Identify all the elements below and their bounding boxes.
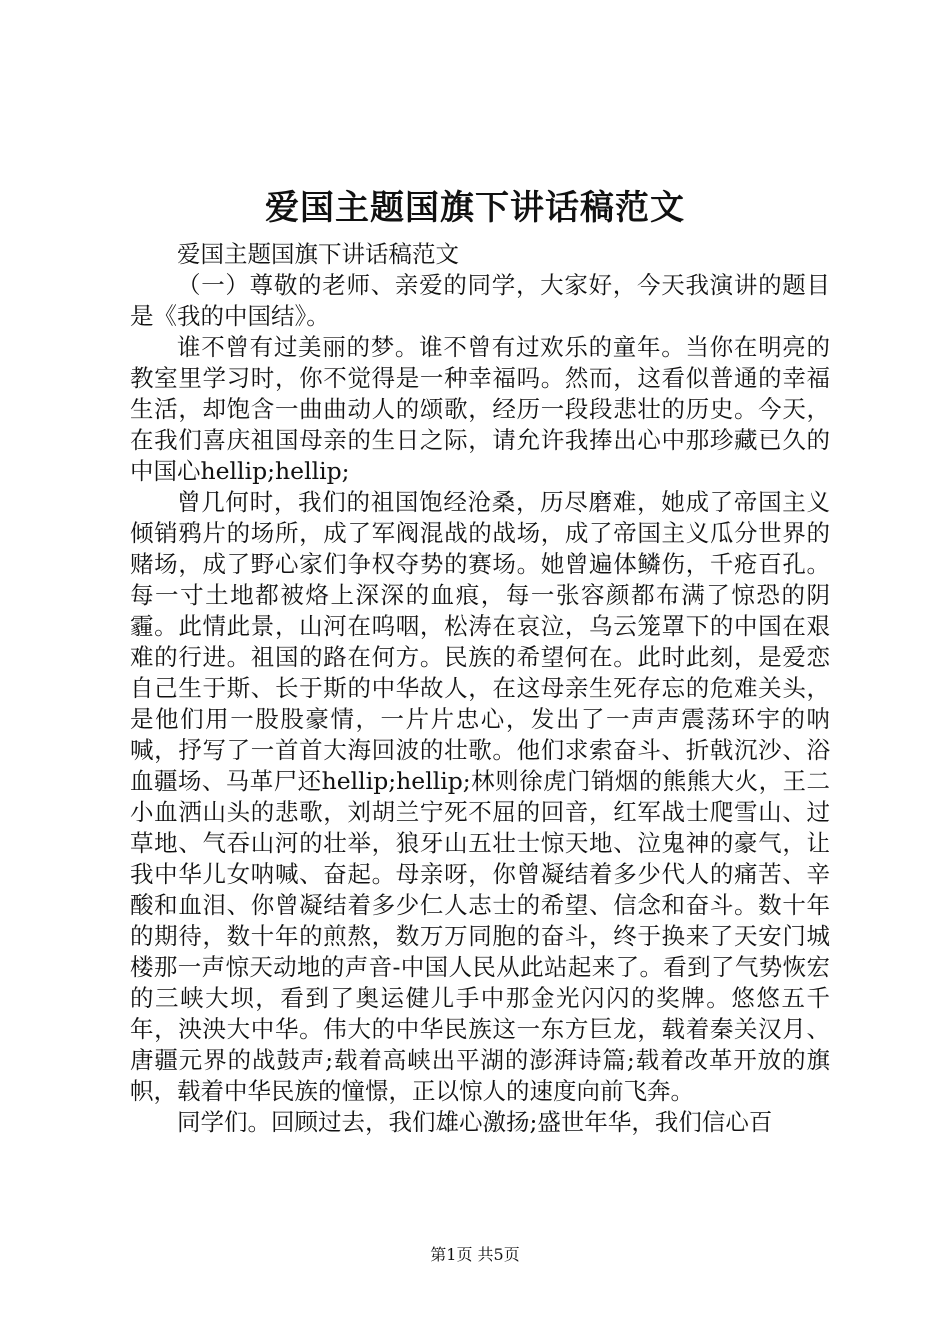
- paragraph-intro: （一）尊敬的老师、亲爱的同学，大家好，今天我演讲的题目是《我的中国结》。: [130, 271, 830, 330]
- document-body: [130, 239, 830, 1138]
- paragraph-history: 曾几何时，我们的祖国饱经沧桑，历尽磨难，她成了帝国主义倾销鸦片的场所，成了军阀混战的战场，成了帝国主义瓜分世界的赌场，成了野心家们争权夺势的赛场。她曾遍体鳞伤，千疮百孔。每一寸土地都被烙上深深的血痕，每一张容颜都布满了惊恐的阴霾。此情此景，山河在呜咽，松涛在哀泣，乌云笼罩下的中国在艰难的行进。祖国的路在何方。民族的希望何在。此时此刻，是爱恋自己生于斯、长于斯的中华故人，在这母亲生死存忘的危难关头，是他们用一股股豪情，一片片忠心，发出了一声声震荡环宇的呐喊，抒写了一首首大海回波的壮歌。他们求索奋斗、折戟沉沙、浴血疆场、马革尸还hellip;hellip;林则徐虎门销烟的熊熊大火，王二小血洒山头的悲歌，刘胡兰宁死不屈的回音，红军战士爬雪山、过草地、气吞山河的壮举，狼牙山五壮士惊天地、泣鬼神的豪气，让我中华儿女呐喊、奋起。母亲呀，你曾凝结着多少代人的痛苦、辛酸和血泪、你曾凝结着多少仁人志士的希望、信念和奋斗。数十年的期待，数十年的煎熬，数万万同胞的奋斗，终于换来了天安门城楼那一声惊天动地的声音-中国人民从此站起来了。看到了气势恢宏的三峡大坝，看到了奥运健儿手中那金光闪闪的奖牌。悠悠五千年，泱泱大中华。伟大的中华民族这一东方巨龙，载着秦关汉月、唐疆元界的战鼓声;载着高峡出平湖的澎湃诗篇;载着改革开放的旗帜，载着中华民族的憧憬，正以惊人的速度向前飞奔。: [130, 488, 830, 1105]
- page-number-footer: 第1页 共5页: [430, 1245, 520, 1264]
- document-title: 爱国主题国旗下讲话稿范文: [265, 188, 685, 228]
- paragraph-subtitle: 爱国主题国旗下讲话稿范文: [177, 240, 459, 268]
- paragraph-dream: 谁不曾有过美丽的梦。谁不曾有过欢乐的童年。当你在明亮的教室里学习时，你不觉得是一种幸福吗。然而，这看似普通的幸福生活，却饱含一曲曲动人的颂歌，经历一段段悲壮的历史。今天，在我们喜庆祖国母亲的生日之际，请允许我捧出心中那珍藏已久的中国心hellip;hellip;: [130, 333, 830, 485]
- paragraph-classmates: 同学们。回顾过去，我们雄心激扬;盛世年华，我们信心百: [177, 1108, 773, 1136]
